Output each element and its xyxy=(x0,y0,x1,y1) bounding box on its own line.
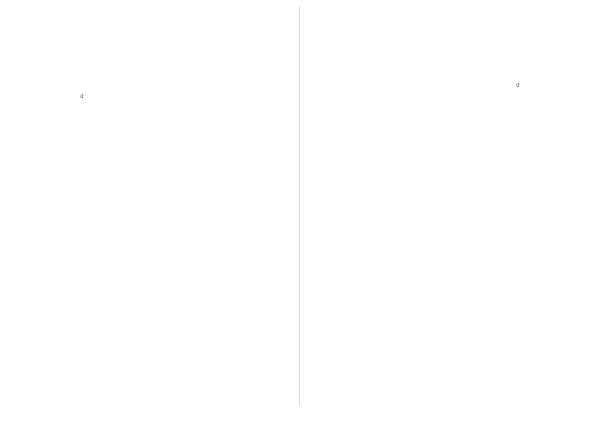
paragraph xyxy=(16,129,148,138)
paragraph xyxy=(16,54,148,63)
section-mark: ৫ xyxy=(515,80,521,89)
paragraph xyxy=(312,66,444,75)
paragraph xyxy=(452,118,584,127)
section-mark: ৫ xyxy=(79,92,85,101)
left-page-column-1 xyxy=(16,8,148,402)
paragraph xyxy=(452,95,584,104)
paragraph xyxy=(312,43,444,52)
paragraph xyxy=(156,78,288,87)
paragraph xyxy=(16,20,148,29)
paragraph xyxy=(16,141,148,150)
paragraph xyxy=(312,147,444,156)
paragraph xyxy=(156,20,288,29)
paragraph xyxy=(156,31,288,40)
left-page-column-2 xyxy=(156,8,288,402)
paragraph xyxy=(16,66,148,75)
paragraph xyxy=(312,31,444,40)
paragraph xyxy=(312,89,444,98)
paragraph xyxy=(452,31,584,40)
paragraph xyxy=(16,8,148,17)
paragraph xyxy=(312,112,444,121)
paragraph xyxy=(452,43,584,52)
paragraph xyxy=(16,164,148,173)
paragraph xyxy=(312,124,444,133)
paragraph xyxy=(156,147,288,156)
paragraph xyxy=(16,153,148,162)
paragraph xyxy=(312,136,444,145)
paragraph xyxy=(312,54,444,63)
paragraph xyxy=(156,54,288,63)
paragraph xyxy=(312,78,444,87)
paragraph xyxy=(156,170,288,179)
paragraph xyxy=(452,153,584,162)
paragraph xyxy=(156,8,288,17)
paragraph xyxy=(16,118,148,127)
paragraph xyxy=(156,89,288,98)
paragraph xyxy=(312,101,444,110)
paragraph xyxy=(312,8,444,17)
paragraph xyxy=(452,141,584,150)
paragraph xyxy=(452,20,584,29)
paragraph xyxy=(312,159,444,168)
right-page-column-1 xyxy=(312,8,444,402)
paragraph xyxy=(156,112,288,121)
paragraph xyxy=(156,101,288,110)
paragraph xyxy=(156,159,288,168)
paragraph xyxy=(312,20,444,29)
paragraph xyxy=(16,176,148,185)
paragraph xyxy=(156,43,288,52)
paragraph xyxy=(452,54,584,63)
paragraph xyxy=(452,164,584,173)
paragraph xyxy=(16,78,148,87)
paragraph xyxy=(452,176,584,185)
paragraph xyxy=(16,31,148,40)
right-page xyxy=(300,0,600,424)
paragraph xyxy=(156,136,288,145)
paragraph xyxy=(452,66,584,75)
paragraph xyxy=(452,8,584,17)
paragraph xyxy=(452,106,584,115)
paragraph xyxy=(16,43,148,52)
paragraph xyxy=(156,124,288,133)
paragraph xyxy=(16,106,148,115)
paragraph xyxy=(156,66,288,75)
paragraph xyxy=(452,129,584,138)
right-page-column-2 xyxy=(452,8,584,402)
